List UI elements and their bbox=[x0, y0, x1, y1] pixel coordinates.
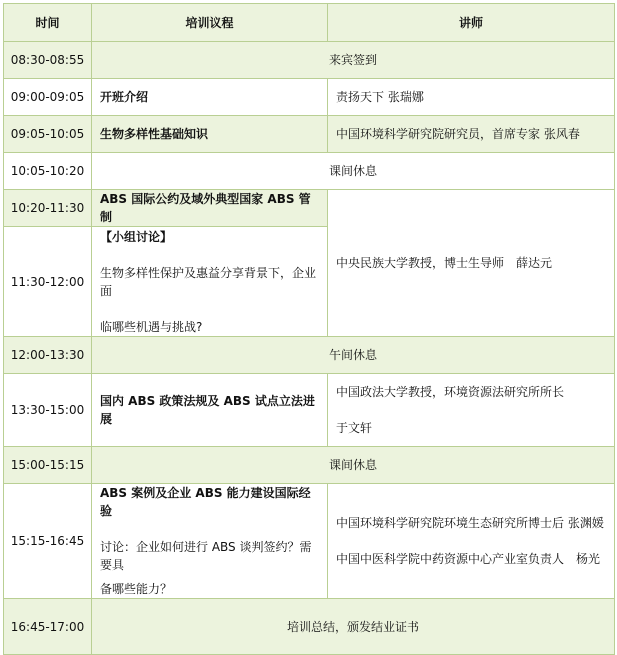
time-cell: 09:05-10:05 bbox=[4, 116, 92, 153]
time-cell: 10:20-11:30 bbox=[4, 190, 92, 227]
table-row bbox=[4, 153, 615, 190]
table-row bbox=[4, 42, 615, 79]
time-cell: 09:00-09:05 bbox=[4, 79, 92, 116]
discussion-line: 讨论：企业如何进行 ABS 谈判签约？需要具 bbox=[100, 540, 312, 572]
time-cell: 15:00-15:15 bbox=[4, 447, 92, 484]
spanning-activity-cell: 培训总结，颁发结业证书 bbox=[92, 599, 615, 655]
agenda-cell bbox=[92, 484, 328, 599]
agenda-cell: 国内 ABS 政策法规及 ABS 试点立法进展 bbox=[92, 374, 328, 447]
speaker-line: 中国环境科学研究院环境生态研究所博士后 张渊媛 bbox=[336, 516, 604, 530]
discussion-line: 生物多样性保护及惠益分享背景下，企业面 bbox=[100, 265, 317, 298]
agenda-cell: ABS 国际公约及域外典型国家 ABS 管制 bbox=[92, 190, 328, 227]
spanning-activity-cell: 课间休息 bbox=[92, 447, 615, 484]
speaker-line: 中国政法大学教授，环境资源法研究所所长 bbox=[336, 385, 565, 399]
table-row bbox=[4, 447, 615, 484]
table-row bbox=[4, 599, 615, 655]
spanning-activity-cell: 课间休息 bbox=[92, 153, 615, 190]
time-cell: 11:30-12:00 bbox=[4, 227, 92, 337]
spanning-activity-cell: 来宾签到 bbox=[92, 42, 615, 79]
header-row bbox=[4, 4, 615, 42]
time-cell: 10:05-10:20 bbox=[4, 153, 92, 190]
speaker-cell: 中央民族大学教授，博士生导师 薛达元 bbox=[328, 190, 615, 337]
table-row bbox=[4, 484, 615, 599]
header-time: 时间 bbox=[4, 4, 92, 42]
header-speaker: 讲师 bbox=[328, 4, 615, 42]
table-row bbox=[4, 116, 615, 153]
training-schedule-table bbox=[3, 3, 615, 655]
speaker-cell bbox=[328, 374, 615, 447]
discussion-line: 临哪些机遇与挑战? bbox=[100, 319, 203, 334]
speaker-line: 于文轩 bbox=[336, 421, 373, 435]
table-row bbox=[4, 374, 615, 447]
agenda-cell: 生物多样性基础知识 bbox=[92, 116, 328, 153]
agenda-cell: 开班介绍 bbox=[92, 79, 328, 116]
speaker-cell: 中国环境科学研究院研究员，首席专家 张风春 bbox=[328, 116, 615, 153]
time-cell: 16:45-17:00 bbox=[4, 599, 92, 655]
table-row bbox=[4, 337, 615, 374]
spanning-activity-cell: 午间休息 bbox=[92, 337, 615, 374]
table-row bbox=[4, 190, 615, 227]
agenda-title: ABS 案例及企业 ABS 能力建设国际经验 bbox=[100, 486, 311, 518]
discussion-title: 【小组讨论】 bbox=[100, 229, 173, 244]
time-cell: 13:30-15:00 bbox=[4, 374, 92, 447]
time-cell: 08:30-08:55 bbox=[4, 42, 92, 79]
speaker-cell bbox=[328, 484, 615, 599]
agenda-cell bbox=[92, 227, 328, 337]
header-agenda: 培训议程 bbox=[92, 4, 328, 42]
speaker-cell: 责扬天下 张瑞娜 bbox=[328, 79, 615, 116]
time-cell: 12:00-13:30 bbox=[4, 337, 92, 374]
table-row bbox=[4, 79, 615, 116]
time-cell: 15:15-16:45 bbox=[4, 484, 92, 599]
speaker-line: 中国中医科学院中药资源中心产业室负责人 杨光 bbox=[336, 552, 601, 566]
discussion-line: 备哪些能力？ bbox=[100, 582, 173, 596]
